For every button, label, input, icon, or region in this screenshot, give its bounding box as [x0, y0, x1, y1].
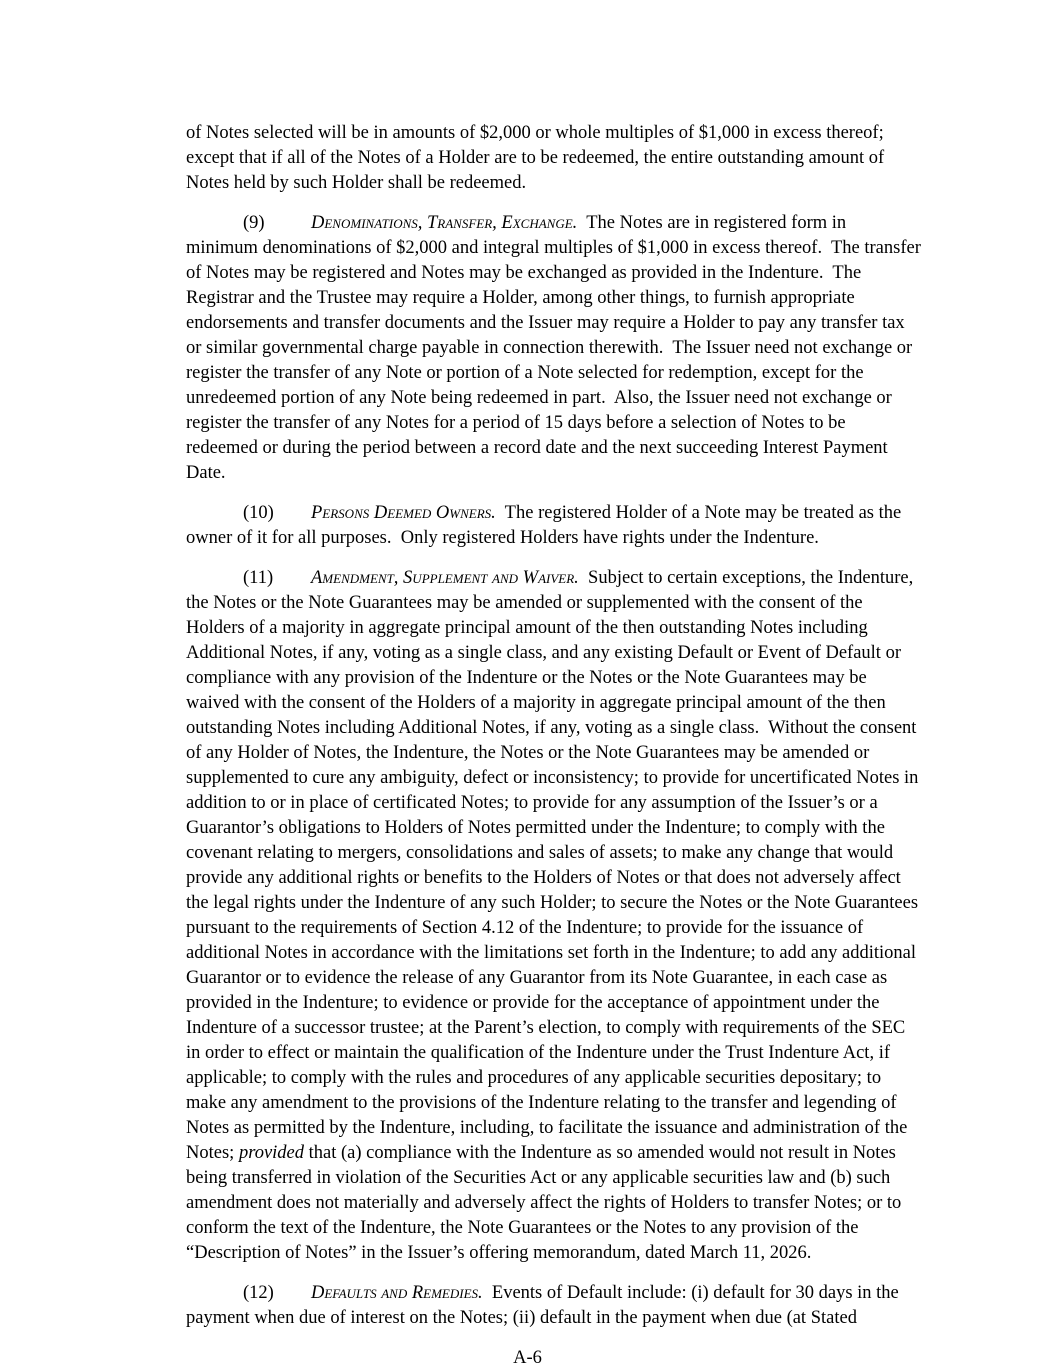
paragraph-item-9	[186, 211, 926, 486]
paragraph-heading: Defaults and Remedies.	[311, 1283, 483, 1303]
paragraph-number: (11)	[243, 568, 274, 588]
paragraph-text: Subject to certain exceptions, the Indenture, the Notes or the Note Guarantees may be amended or supplemented with the consent of the Holders of a majority in aggregate principal amount of the then outstanding Notes including Additional Notes, if any, voting as a single class, and any existing Default or Event of Default or compliance with any provision of the Indenture or the Notes or the Note Guarantees may be waived with the consent of the Holders of a majority in aggregate principal amount of the then outstanding Notes including Additional Notes, if any, voting as a single class. Without the consent of any Holder of Notes, the Indenture, the Notes or the Note Guarantees may be amended or supplemented to cure any ambiguity, defect or inconsistency; to provide for uncertificated Notes in addition to or in place of certificated Notes; to provide for any assumption of the Issuer’s or a Guarantor’s obligations to Holders of Notes permitted under the Indenture; to comply with the covenant relating to mergers, consolidations and sales of assets; to make any change that would provide any additional rights or benefits to the Holders of Notes or that does not adversely affect the legal rights under the Indenture of any such Holder; to secure the Notes or the Note Guarantees pursuant to the requirements of Section 4.12 of the Indenture; to provide for the issuance of additional Notes in accordance with the limitations set forth in the Indenture; to add any additional Guarantor or to evidence the release of any Guarantor from its Note Guarantee, in each case as provided in the Indenture; to evidence or provide for the acceptance of appointment under the Indenture of a successor trustee; at the Parent’s election, to comply with requirements of the SEC in order to effect or maintain the qualification of the Indenture under the Trust Indenture Act, if applicable; to comply with the rules and procedures of any applicable securities depositary; to make any amendment to the provisions of the Indenture relating to the transfer and legending of Notes as permitted by the Indenture, including, to facilitate the issuance and administration of the Notes;	[186, 568, 924, 1163]
paragraph-item-12	[186, 1281, 921, 1331]
page-number-footer	[0, 1346, 1055, 1371]
paragraph-number: (9)	[243, 213, 265, 233]
paragraph-heading: Denominations, Transfer, Exchange.	[311, 213, 578, 233]
paragraph-heading: Amendment, Supplement and Waiver.	[311, 568, 579, 588]
paragraph-italic-term: provided	[238, 1143, 305, 1163]
paragraph-text: The Notes are in registered form in minimum denominations of $2,000 and integral multiples of $1,000 in excess thereof. The transfer of Notes may be registered and Notes may be exchanged as provided in the Indenture. The Registrar and the Trustee may require a Holder, among other things, to furnish appropriate endorsements and transfer documents and the Issuer may require a Holder to pay any transfer tax or similar governmental charge payable in connection therewith. The Issuer need not exchange or register the transfer of any Note or portion of a Note selected for redemption, except for the unredeemed portion of any Note being redeemed in part. Also, the Issuer need not exchange or register the transfer of any Notes for a period of 15 days before a selection of Notes to be redeemed or during the period between a record date and the next succeeding Interest Payment Date.	[186, 213, 926, 483]
paragraph-item-11	[186, 566, 924, 1266]
paragraph-text: that (a) compliance with the Indenture as so amended would not result in Notes being transferred in violation of the Securities Act or any applicable securities law and (b) such amendment does not materially and adversely affect the rights of Holders to transfer Notes; or to conform the text of the Indenture, the Note Guarantees or the Notes to any provision of the “Description of Notes” in the Issuer’s offering memorandum, dated March 11, 2026.	[186, 1143, 906, 1263]
paragraph-continuation	[186, 121, 921, 196]
paragraph-text: The registered Holder of a Note may be treated as the owner of it for all purposes. Only registered Holders have rights under the Indenture.	[186, 503, 906, 548]
paragraph-item-10	[186, 501, 921, 551]
paragraph-text: Events of Default include: (i) default for 30 days in the payment when due of interest on the Notes; (ii) default in the payment when due (at Stated	[186, 1283, 904, 1328]
paragraph-number: (10)	[243, 503, 274, 523]
paragraph-heading: Persons Deemed Owners.	[311, 503, 496, 523]
paragraph-text: of Notes selected will be in amounts of $2,000 or whole multiples of $1,000 in excess thereof; except that if all of the Notes of a Holder are to be redeemed, the entire outstanding amount of Notes held by such Holder shall be redeemed.	[186, 123, 889, 193]
page-number: A-6	[513, 1348, 542, 1368]
paragraph-number: (12)	[243, 1283, 274, 1303]
